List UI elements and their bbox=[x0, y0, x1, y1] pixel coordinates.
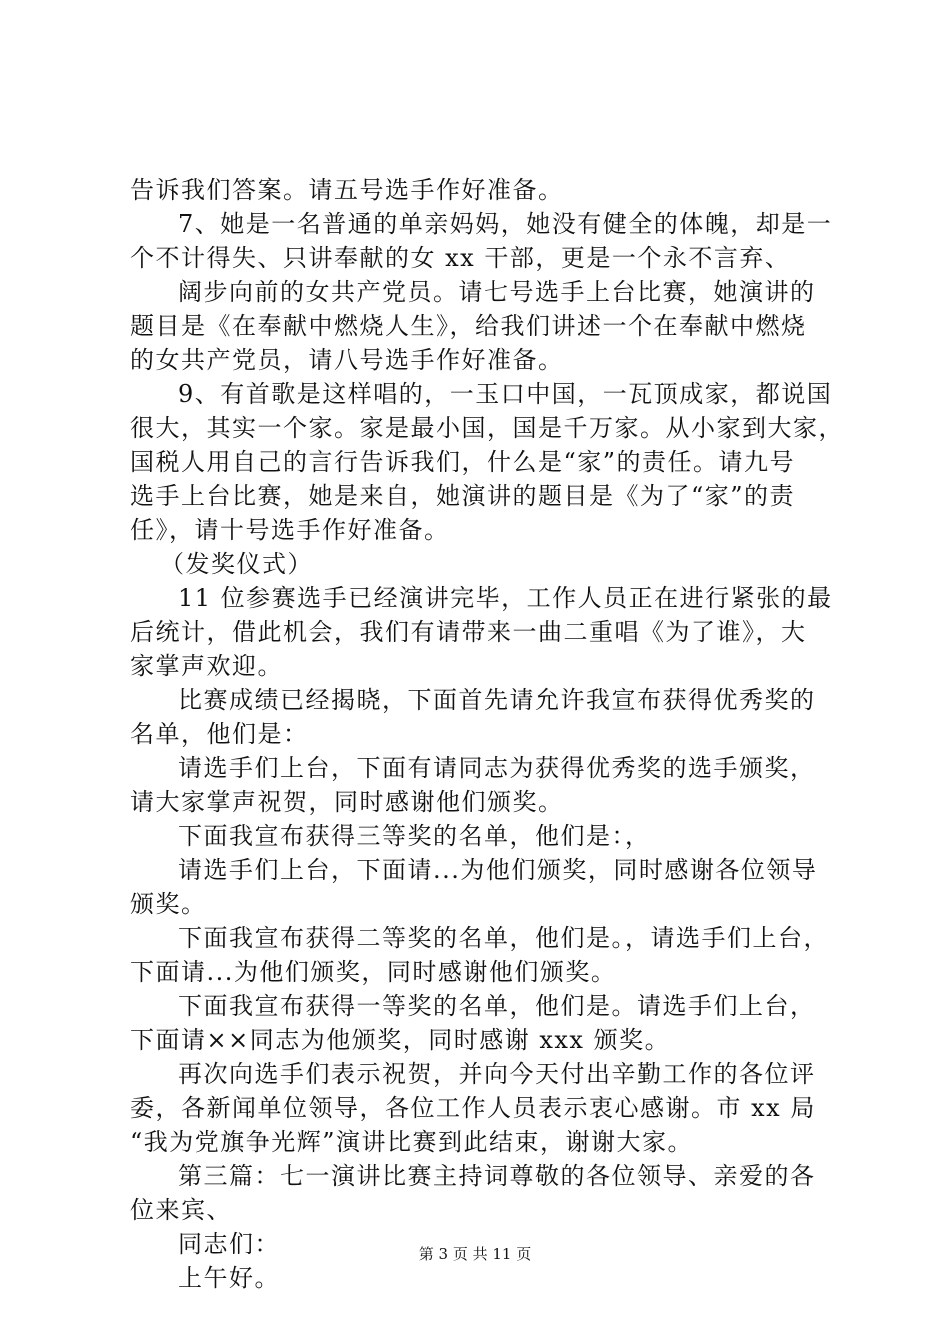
body-text-line: 的女共产党员，请八号选手作好准备。 bbox=[130, 346, 564, 374]
body-text-line: 选手上台比赛，她是来自，她演讲的题目是《为了“家”的责 bbox=[130, 482, 796, 510]
body-text-line: 题目是《在奉献中燃烧人生》，给我们讲述一个在奉献中燃烧 bbox=[130, 312, 807, 340]
body-text-line: 委，各新闻单位领导，各位工作人员表示衷心感谢。市 xx 局 bbox=[130, 1094, 816, 1122]
body-text-line: 后统计，借此机会，我们有请带来一曲二重唱《为了谁》，大 bbox=[130, 618, 807, 646]
body-text-line: 11 位参赛选手已经演讲完毕，工作人员正在进行紧张的最 bbox=[178, 584, 833, 612]
body-text-line: 名单，他们是： bbox=[130, 720, 309, 748]
body-text-line: “我为党旗争光辉”演讲比赛到此结束，谢谢大家。 bbox=[130, 1128, 694, 1156]
body-text-line: 国税人用自己的言行告诉我们，什么是“家”的责任。请九号 bbox=[130, 448, 796, 476]
body-text-line: 下面我宣布获得一等奖的名单，他们是。请选手们上台， bbox=[178, 992, 816, 1020]
body-text-line: 下面我宣布获得二等奖的名单，他们是。，请选手们上台， bbox=[178, 924, 829, 952]
body-text-line: 9、有首歌是这样唱的，一玉口中国，一瓦顶成家，都说国 bbox=[178, 380, 833, 408]
body-text-line: 下面我宣布获得三等奖的名单，他们是：， bbox=[178, 822, 651, 850]
body-text-line: 颁奖。 bbox=[130, 890, 207, 918]
body-text-line: 请选手们上台，下面请...为他们颁奖，同时感谢各位领导 bbox=[178, 856, 818, 884]
section-heading: （发奖仪式） bbox=[160, 550, 313, 578]
body-text-line: 上午好。 bbox=[178, 1264, 280, 1292]
body-text-line: 告诉我们答案。请五号选手作好准备。 bbox=[130, 176, 564, 204]
body-text-line: 位来宾、 bbox=[130, 1196, 232, 1224]
body-text-line: 下面请...为他们颁奖，同时感谢他们颁奖。 bbox=[130, 958, 617, 986]
body-text-line: 任》，请十号选手作好准备。 bbox=[130, 516, 450, 544]
body-text-line: 7、她是一名普通的单亲妈妈，她没有健全的体魄，却是一 bbox=[178, 210, 833, 238]
body-text-line: 个不计得失、只讲奉献的女 xx 干部，更是一个永不言弃、 bbox=[130, 244, 791, 272]
body-text-line: 阔步向前的女共产党员。请七号选手上台比赛，她演讲的 bbox=[178, 278, 816, 306]
section-title-line: 第三篇：七一演讲比赛主持词尊敬的各位领导、亲爱的各 bbox=[178, 1162, 816, 1190]
body-text-line: 比赛成绩已经揭晓，下面首先请允许我宣布获得优秀奖的 bbox=[178, 686, 816, 714]
page-footer: 第 3 页 共 11 页 bbox=[418, 1245, 532, 1263]
body-text-line: 请选手们上台，下面有请同志为获得优秀奖的选手颁奖， bbox=[178, 754, 816, 782]
body-text-line: 请大家掌声祝贺，同时感谢他们颁奖。 bbox=[130, 788, 564, 816]
body-text-line: 家掌声欢迎。 bbox=[130, 652, 283, 680]
body-text-line: 再次向选手们表示祝贺，并向今天付出辛勤工作的各位评 bbox=[178, 1060, 816, 1088]
body-text-line: 很大，其实一个家。家是最小国，国是千万家。从小家到大家， bbox=[130, 414, 844, 442]
body-text-line: 同志们： bbox=[178, 1230, 280, 1258]
body-text-line: 下面请××同志为他颁奖，同时感谢 xxx 颁奖。 bbox=[130, 1026, 671, 1054]
